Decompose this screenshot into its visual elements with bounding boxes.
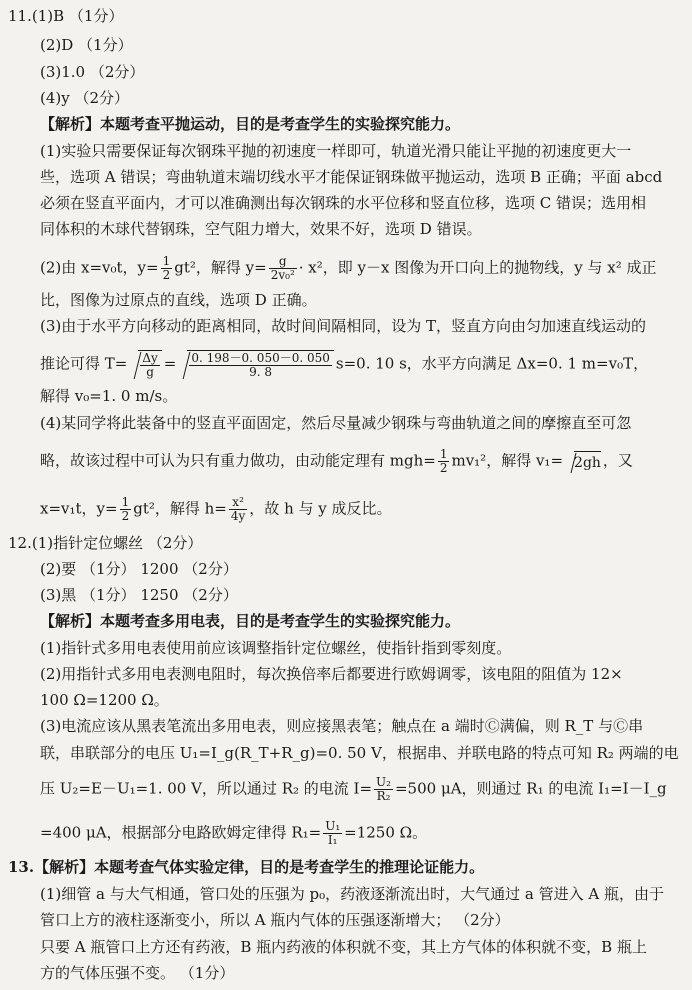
fraction: $\frac{g}{\text{2v₀²}}$ xyxy=(270,254,295,282)
q11-answer-1: 11.(1)B （1分） xyxy=(8,7,124,25)
q12-analysis-heading: 【解析】本题考查多用电表，目的是考查学生的实验探究能力。 xyxy=(40,612,461,630)
q13-analysis-heading: 13.【解析】本题考查气体实验定律，目的是考查学生的推理论证能力。 xyxy=(8,858,485,876)
q12-answer-2: (2)要 （1分） 1200 （2分） xyxy=(40,560,238,578)
q12-p2-line1: (2)用指针式多用电表测电阻时，每次换倍率后都要进行欧姆调零，该电阻的阻值为 12× xyxy=(40,665,623,683)
fraction: $\frac{\text{U₂}}{\text{R₂}}$ xyxy=(376,775,391,803)
q11-p4-line1: (4)某同学将此装备中的竖直平面固定，然后尽量减少钢珠与弯曲轨道之间的摩擦直至可忽 xyxy=(40,414,632,432)
q11-answer-4: (4)y （2分） xyxy=(40,89,130,107)
fraction: $\frac{\text{U₁}}{\text{I₁}}$ xyxy=(325,819,341,847)
q13-p1-line4: 方的气体压强不变。 （1分） xyxy=(40,964,235,982)
square-root: $\frac{0. 198-0. 050-0. 050}{9. 8}$ xyxy=(178,350,334,379)
q11-p1-line4: 同体积的木球代替钢珠，空气阻力增大，效果不好，选项 D 错误。 xyxy=(40,220,482,238)
q11-analysis-heading: 【解析】本题考查平抛运动，目的是考查学生的实验探究能力。 xyxy=(40,115,461,133)
fraction: $\frac{1}{2}$ xyxy=(162,254,171,282)
q12-p1: (1)指针式多用电表使用前应该调整指针定位螺丝，使指针指到零刻度。 xyxy=(40,639,512,657)
q12-p3-line4: =400 μA，根据部分电路欧姆定律得 R₁= $\frac{\text{U₁}}{\text{I₁}}$ =1250 Ω。 xyxy=(40,819,428,847)
q11-p2-line1: (2)由 x=v₀t，y= $\frac{1}{2}$ gt²，解得 y= $\frac{g}{\text{2v₀²}}$ · x²，即 y－x 图像为开口向上的抛物线，y 与 x² 成正 xyxy=(40,254,657,282)
q12-p2-line2: 100 Ω=1200 Ω。 xyxy=(40,691,169,709)
q12-answer-1: 12.(1)指针定位螺丝 （2分） xyxy=(8,534,203,552)
fraction: $\frac{\text{x²}}{4y}$ xyxy=(230,495,246,523)
square-root: $\frac{\Delta y}{g}$ xyxy=(129,350,161,379)
q11-p2-line2: 比，图像为过原点的直线，选项 D 正确。 xyxy=(40,291,317,309)
q11-answer-2: (2)D （1分） xyxy=(40,36,133,54)
q11-p4-line3: x=v₁t，y= $\frac{1}{2}$ gt²，解得 h= $\frac{\text{x²}}{4y}$ ，故 h 与 y 成反比。 xyxy=(40,495,392,523)
q13-number: 13. xyxy=(8,858,35,876)
q13-p1-line2: 管口上方的液柱逐渐变小，所以 A 瓶内气体的压强逐渐增大； （2分） xyxy=(40,911,510,929)
q11-answer-3: (3)1.0 （2分） xyxy=(40,63,145,81)
q11-p1-line1: (1)实验只需要保证每次钢珠平抛的初速度一样即可，轨道光滑只能让平抛的初速度更大一 xyxy=(40,142,632,160)
q12-number: 12. xyxy=(8,534,32,552)
q11-p3-line3: 解得 v₀=1. 0 m/s。 xyxy=(40,387,178,405)
q12-answer-3: (3)黑 （1分） 1250 （2分） xyxy=(40,586,238,604)
q13-p1-line1: (1)细管 a 与大气相通，管口处的压强为 p₀，药液逐渐流出时，大气通过 a 管进入 A 瓶，由于 xyxy=(40,885,664,903)
square-root: 2gh xyxy=(565,451,601,473)
q11-number: 11. xyxy=(8,7,32,25)
q11-p1-line3: 必须在竖直平面内，才可以准确测出每次钢珠的水平位移和竖直位移，选项 C 错误；选用相 xyxy=(40,194,647,212)
fraction: $\frac{1}{2}$ xyxy=(121,495,130,523)
q12-p3-line2: 联，串联部分的电压 U₁=I_g(R_T+R_g)=0. 50 V，根据串、并联电路的特点可知 R₂ 两端的电 xyxy=(40,744,679,762)
q11-p4-line2: 略，故该过程中可认为只有重力做功，由动能定理有 mgh= $\frac{1}{2}$ mv₁²，解得 v₁= 2gh ，又 xyxy=(40,447,633,475)
q11-p3-line2: 推论可得 T= $\frac{\Delta y}{g}$ = $\frac{0. 198-0. 050-0. 050}{9. 8}$ s=0. 10 s，水平方向满足 Δx=0. 1 m=v₀T， xyxy=(40,351,649,379)
q13-p1-line3: 只要 A 瓶管口上方还有药液，B 瓶内药液的体积就不变，其上方气体的体积就不变，B 瓶上 xyxy=(40,938,647,956)
q11-p3-line1: (3)由于水平方向移动的距离相同，故时间间隔相同，设为 T，竖直方向由匀加速直线运动的 xyxy=(40,317,647,335)
q12-p3-line1: (3)电流应该从黑表笔流出多用电表，则应接黑表笔；触点在 a 端时Ⓒ满偏，则 R_T 与Ⓒ串 xyxy=(40,717,644,735)
q12-p3-line3: 压 U₂=E－U₁=1. 00 V，所以通过 R₂ 的电流 I= $\frac{\text{U₂}}{\text{R₂}}$ =500 μA，则通过 R₁ 的电流 I₁=I－I_g xyxy=(40,775,667,803)
q11-p1-line2: 些，选项 A 错误；弯曲轨道末端切线水平才能保证钢珠做平抛运动，选项 B 正确；平面 abcd xyxy=(40,168,663,186)
fraction: $\frac{1}{2}$ xyxy=(439,447,448,475)
